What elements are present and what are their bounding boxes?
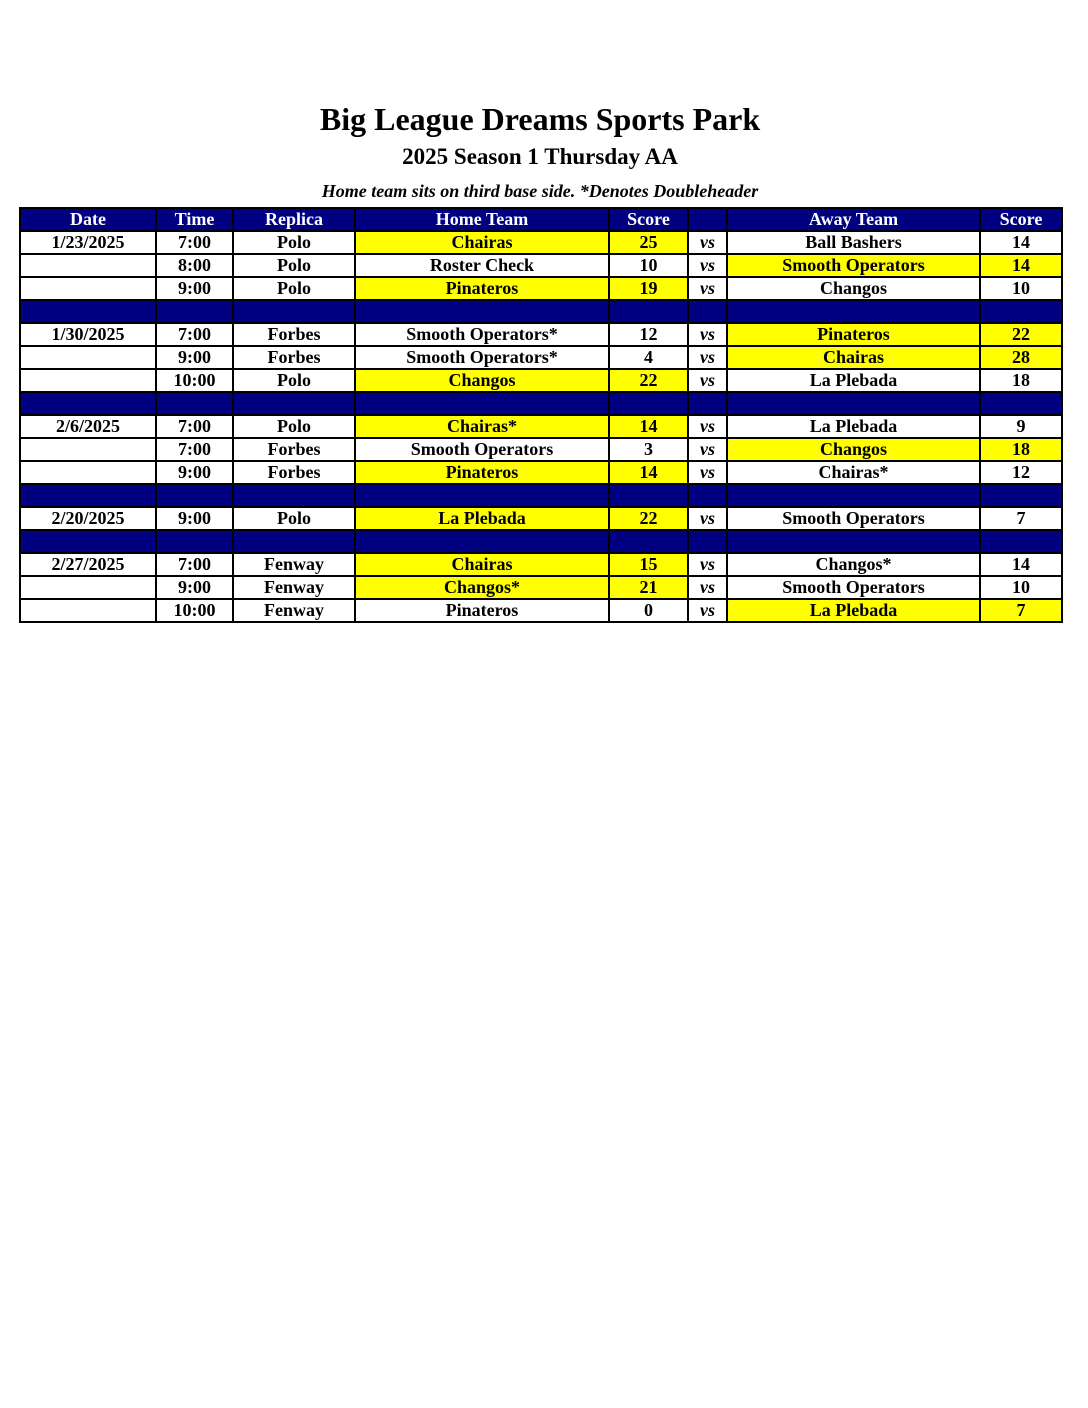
spacer-cell bbox=[20, 530, 156, 553]
vs-cell: vs bbox=[688, 438, 727, 461]
home-score-cell: 4 bbox=[609, 346, 688, 369]
date-cell: 2/27/2025 bbox=[20, 553, 156, 576]
home-score-cell: 0 bbox=[609, 599, 688, 622]
spacer-cell bbox=[156, 392, 233, 415]
replica-cell: Fenway bbox=[233, 553, 355, 576]
vs-cell: vs bbox=[688, 369, 727, 392]
away-score-cell: 18 bbox=[980, 369, 1062, 392]
replica-cell: Fenway bbox=[233, 576, 355, 599]
home-score-cell: 10 bbox=[609, 254, 688, 277]
away-score-cell: 7 bbox=[980, 507, 1062, 530]
home-team-cell: Chairas bbox=[355, 553, 609, 576]
away-team-cell: Smooth Operators bbox=[727, 254, 980, 277]
vs-cell: vs bbox=[688, 507, 727, 530]
game-row bbox=[20, 323, 1062, 346]
col-header-time: Time bbox=[156, 208, 233, 231]
header-row bbox=[20, 208, 1062, 231]
home-score-cell: 14 bbox=[609, 415, 688, 438]
home-team-cell: Smooth Operators* bbox=[355, 346, 609, 369]
spacer-cell bbox=[233, 484, 355, 507]
replica-cell: Polo bbox=[233, 277, 355, 300]
spacer-cell bbox=[609, 300, 688, 323]
away-score-cell: 12 bbox=[980, 461, 1062, 484]
spacer-cell bbox=[355, 530, 609, 553]
spacer-row bbox=[20, 300, 1062, 323]
away-score-cell: 14 bbox=[980, 231, 1062, 254]
spacer-cell bbox=[233, 530, 355, 553]
away-team-cell: La Plebada bbox=[727, 415, 980, 438]
date-cell bbox=[20, 576, 156, 599]
home-score-cell: 21 bbox=[609, 576, 688, 599]
vs-cell: vs bbox=[688, 277, 727, 300]
vs-cell: vs bbox=[688, 415, 727, 438]
col-header-away-team: Away Team bbox=[727, 208, 980, 231]
home-team-cell: Chairas bbox=[355, 231, 609, 254]
away-score-cell: 22 bbox=[980, 323, 1062, 346]
spacer-row bbox=[20, 484, 1062, 507]
game-row bbox=[20, 346, 1062, 369]
time-cell: 10:00 bbox=[156, 599, 233, 622]
vs-cell: vs bbox=[688, 346, 727, 369]
spacer-cell bbox=[355, 392, 609, 415]
spacer-cell bbox=[609, 484, 688, 507]
spacer-cell bbox=[980, 300, 1062, 323]
spacer-cell bbox=[355, 484, 609, 507]
time-cell: 9:00 bbox=[156, 507, 233, 530]
spacer-cell bbox=[233, 392, 355, 415]
time-cell: 9:00 bbox=[156, 461, 233, 484]
away-team-cell: La Plebada bbox=[727, 369, 980, 392]
away-team-cell: Changos* bbox=[727, 553, 980, 576]
away-team-cell: La Plebada bbox=[727, 599, 980, 622]
home-score-cell: 12 bbox=[609, 323, 688, 346]
home-team-cell: Pinateros bbox=[355, 461, 609, 484]
game-row bbox=[20, 553, 1062, 576]
vs-cell: vs bbox=[688, 599, 727, 622]
away-score-cell: 14 bbox=[980, 553, 1062, 576]
game-row bbox=[20, 254, 1062, 277]
replica-cell: Polo bbox=[233, 507, 355, 530]
schedule-body bbox=[20, 231, 1062, 622]
replica-cell: Polo bbox=[233, 415, 355, 438]
time-cell: 7:00 bbox=[156, 415, 233, 438]
spacer-cell bbox=[727, 300, 980, 323]
schedule-table bbox=[19, 207, 1063, 623]
schedule-note: Home team sits on third base side. *Denotes Doubleheader bbox=[321, 181, 759, 201]
spacer-cell bbox=[980, 484, 1062, 507]
page-title: Big League Dreams Sports Park bbox=[319, 101, 761, 137]
spacer-cell bbox=[156, 530, 233, 553]
time-cell: 9:00 bbox=[156, 576, 233, 599]
spacer-cell bbox=[727, 392, 980, 415]
home-team-cell: Pinateros bbox=[355, 599, 609, 622]
vs-cell: vs bbox=[688, 231, 727, 254]
date-cell bbox=[20, 346, 156, 369]
spacer-cell bbox=[609, 392, 688, 415]
spacer-cell bbox=[688, 484, 727, 507]
away-score-cell: 7 bbox=[980, 599, 1062, 622]
col-header-vs bbox=[688, 208, 727, 231]
date-cell: 2/6/2025 bbox=[20, 415, 156, 438]
col-header-replica: Replica bbox=[233, 208, 355, 231]
home-score-cell: 22 bbox=[609, 369, 688, 392]
replica-cell: Forbes bbox=[233, 461, 355, 484]
time-cell: 8:00 bbox=[156, 254, 233, 277]
home-team-cell: Chairas* bbox=[355, 415, 609, 438]
replica-cell: Fenway bbox=[233, 599, 355, 622]
time-cell: 7:00 bbox=[156, 553, 233, 576]
away-score-cell: 14 bbox=[980, 254, 1062, 277]
spacer-row bbox=[20, 392, 1062, 415]
home-score-cell: 25 bbox=[609, 231, 688, 254]
away-team-cell: Changos bbox=[727, 438, 980, 461]
home-team-cell: Smooth Operators* bbox=[355, 323, 609, 346]
replica-cell: Forbes bbox=[233, 323, 355, 346]
home-team-cell: La Plebada bbox=[355, 507, 609, 530]
spacer-cell bbox=[727, 484, 980, 507]
time-cell: 7:00 bbox=[156, 231, 233, 254]
away-team-cell: Smooth Operators bbox=[727, 576, 980, 599]
away-score-cell: 28 bbox=[980, 346, 1062, 369]
game-row bbox=[20, 438, 1062, 461]
date-cell bbox=[20, 277, 156, 300]
spacer-row bbox=[20, 530, 1062, 553]
vs-cell: vs bbox=[688, 576, 727, 599]
vs-cell: vs bbox=[688, 254, 727, 277]
away-score-cell: 10 bbox=[980, 576, 1062, 599]
away-team-cell: Ball Bashers bbox=[727, 231, 980, 254]
time-cell: 9:00 bbox=[156, 277, 233, 300]
spacer-cell bbox=[688, 530, 727, 553]
col-header-date: Date bbox=[20, 208, 156, 231]
away-score-cell: 9 bbox=[980, 415, 1062, 438]
col-header-away-score: Score bbox=[980, 208, 1062, 231]
away-team-cell: Chairas bbox=[727, 346, 980, 369]
date-cell bbox=[20, 369, 156, 392]
spacer-cell bbox=[980, 530, 1062, 553]
spacer-cell bbox=[233, 300, 355, 323]
spacer-cell bbox=[20, 392, 156, 415]
away-team-cell: Smooth Operators bbox=[727, 507, 980, 530]
spacer-cell bbox=[688, 300, 727, 323]
time-cell: 9:00 bbox=[156, 346, 233, 369]
game-row bbox=[20, 277, 1062, 300]
vs-cell: vs bbox=[688, 553, 727, 576]
spacer-cell bbox=[609, 530, 688, 553]
date-cell bbox=[20, 599, 156, 622]
spacer-cell bbox=[688, 392, 727, 415]
home-score-cell: 3 bbox=[609, 438, 688, 461]
date-cell: 1/23/2025 bbox=[20, 231, 156, 254]
spacer-cell bbox=[355, 300, 609, 323]
home-team-cell: Changos* bbox=[355, 576, 609, 599]
game-row bbox=[20, 231, 1062, 254]
date-cell bbox=[20, 461, 156, 484]
col-header-home-score: Score bbox=[609, 208, 688, 231]
spacer-cell bbox=[980, 392, 1062, 415]
game-row bbox=[20, 369, 1062, 392]
home-team-cell: Smooth Operators bbox=[355, 438, 609, 461]
away-team-cell: Pinateros bbox=[727, 323, 980, 346]
spacer-cell bbox=[156, 300, 233, 323]
away-team-cell: Changos bbox=[727, 277, 980, 300]
col-header-home-team: Home Team bbox=[355, 208, 609, 231]
replica-cell: Polo bbox=[233, 254, 355, 277]
vs-cell: vs bbox=[688, 323, 727, 346]
spacer-cell bbox=[20, 300, 156, 323]
spacer-cell bbox=[20, 484, 156, 507]
replica-cell: Polo bbox=[233, 369, 355, 392]
date-cell: 1/30/2025 bbox=[20, 323, 156, 346]
game-row bbox=[20, 461, 1062, 484]
date-cell: 2/20/2025 bbox=[20, 507, 156, 530]
vs-cell: vs bbox=[688, 461, 727, 484]
spacer-cell bbox=[156, 484, 233, 507]
replica-cell: Polo bbox=[233, 231, 355, 254]
date-cell bbox=[20, 438, 156, 461]
home-team-cell: Pinateros bbox=[355, 277, 609, 300]
home-score-cell: 22 bbox=[609, 507, 688, 530]
home-score-cell: 14 bbox=[609, 461, 688, 484]
game-row bbox=[20, 507, 1062, 530]
replica-cell: Forbes bbox=[233, 438, 355, 461]
date-cell bbox=[20, 254, 156, 277]
time-cell: 7:00 bbox=[156, 323, 233, 346]
home-score-cell: 19 bbox=[609, 277, 688, 300]
game-row bbox=[20, 599, 1062, 622]
home-team-cell: Roster Check bbox=[355, 254, 609, 277]
spacer-cell bbox=[727, 530, 980, 553]
game-row bbox=[20, 415, 1062, 438]
game-row bbox=[20, 576, 1062, 599]
replica-cell: Forbes bbox=[233, 346, 355, 369]
page-subtitle: 2025 Season 1 Thursday AA bbox=[402, 144, 678, 169]
time-cell: 7:00 bbox=[156, 438, 233, 461]
away-score-cell: 10 bbox=[980, 277, 1062, 300]
away-team-cell: Chairas* bbox=[727, 461, 980, 484]
home-score-cell: 15 bbox=[609, 553, 688, 576]
time-cell: 10:00 bbox=[156, 369, 233, 392]
home-team-cell: Changos bbox=[355, 369, 609, 392]
away-score-cell: 18 bbox=[980, 438, 1062, 461]
